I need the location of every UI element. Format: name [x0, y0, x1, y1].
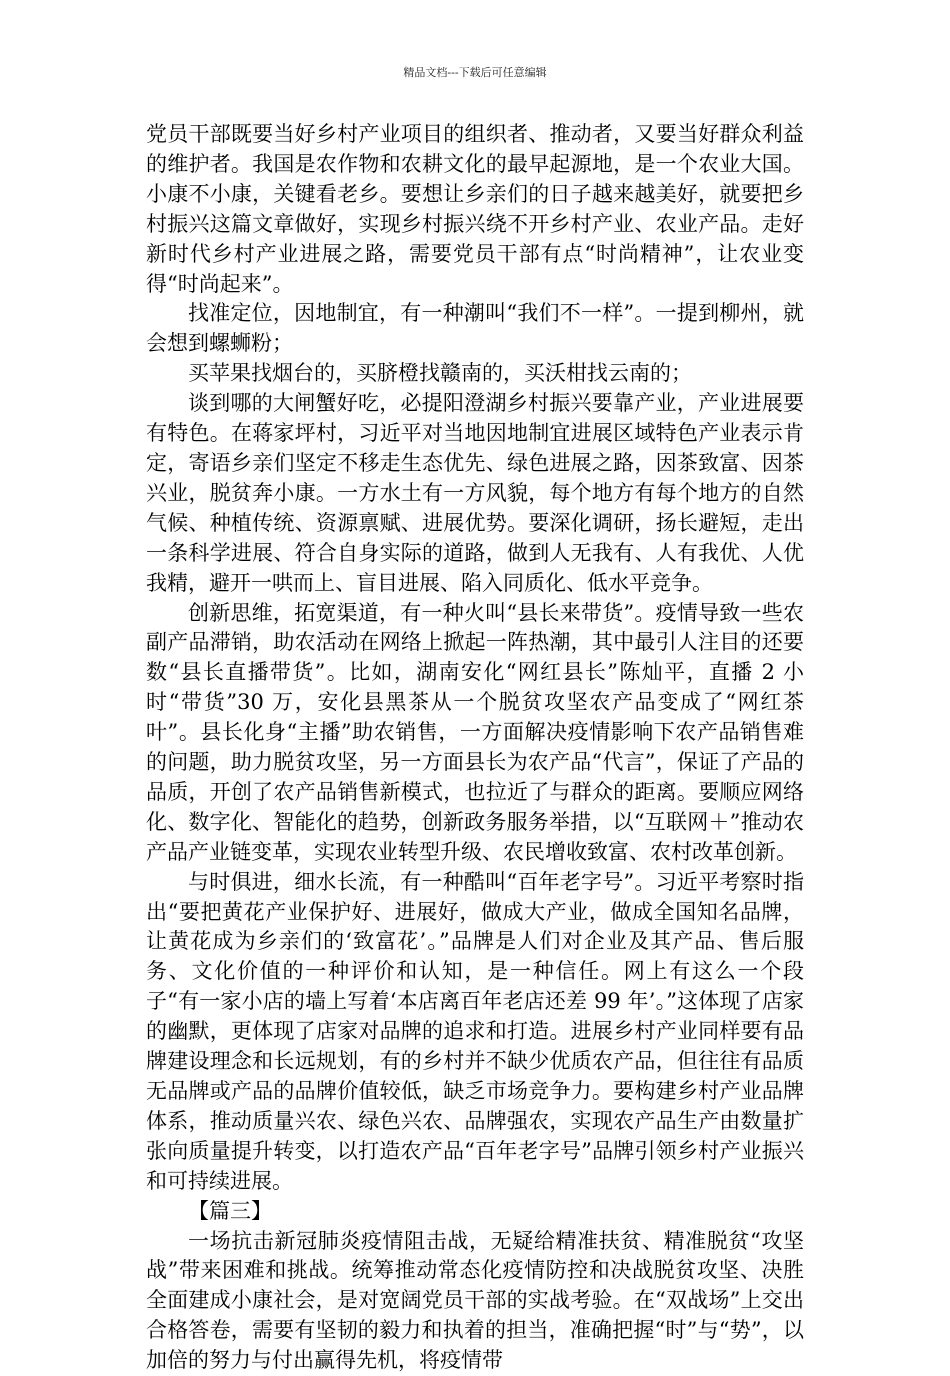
document-body [146, 120, 804, 1376]
paragraph-5: 创新思维，拓宽渠道，有一种火叫“县长来带货”。疫情导致一些农副产品滞销，助农活动在网络上掀起一阵热潮，其中最引人注目的还要数“县长直播带货”。比如，湖南安化“网红县长”陈灿平，直播 2 小时“带货”30 万，安化县黑茶从一个脱贫攻坚农产品变成了“网红茶叶”。县长化身“主播”助农销售，一方面解决疫情影响下农产品销售难的问题，助力脱贫攻坚，另一方面县长为农产品“代言”，保证了产品的品质，开创了农产品销售新模式，也拉近了与群众的距离。要顺应网络化、数字化、智能化的趋势，创新政务服务举措，以“互联网＋”推动农产品产业链变革，实现农业转型升级、农民增收致富、农村改革创新。 [146, 600, 804, 864]
paragraph-1: 党员干部既要当好乡村产业项目的组织者、推动者，又要当好群众利益的维护者。我国是农作物和农耕文化的最早起源地，是一个农业大国。小康不小康，关键看老乡。要想让乡亲们的日子越来越美好，就要把乡村振兴这篇文章做好，实现乡村振兴绕不开乡村产业、农业产品。走好新时代乡村产业进展之路，需要党员干部有点“时尚精神”，让农业变得“时尚起来”。 [146, 122, 804, 296]
paragraph-4: 谈到哪的大闸蟹好吃，必提阳澄湖乡村振兴要靠产业，产业进展要有特色。在蒋家坪村，习近平对当地因地制宜进展区域特色产业表示肯定，寄语乡亲们坚定不移走生态优先、绿色进展之路，因茶致富、因茶兴业，脱贫奔小康。一方水土有一方风貌，每个地方有每个地方的自然气候、种植传统、资源禀赋、进展优势。要深化调研，扬长避短，走出一条科学进展、符合自身实际的道路，做到人无我有、人有我优、人优我精，避开一哄而上、盲目进展、陷入同质化、低水平竞争。 [146, 391, 804, 595]
paragraph-2: 找准定位，因地制宜，有一种潮叫“我们不一样”。一提到柳州，就会想到螺蛳粉； [146, 301, 804, 356]
page-header: 精品文档---下载后可任意编辑 [403, 66, 547, 79]
paragraph-7: 一场抗击新冠肺炎疫情阻击战，无疑给精准扶贫、精准脱贫“攻坚战”带来困难和挑战。统筹推动常态化疫情防控和决战脱贫攻坚、决胜全面建成小康社会，是对宽阔党员干部的实战考验。在“双战场”上交出合格答卷，需要有坚韧的毅力和执着的担当，准确把握“时”与“势”，以加倍的努力与付出赢得先机，将疫情带 [146, 1228, 804, 1373]
paragraph-6: 与时俱进，细水长流，有一种酷叫“百年老字号”。习近平考察时指出“要把黄花产业保护好、进展好，做成大产业，做成全国知名品牌，让黄花成为乡亲们的‘致富花’。”品牌是人们对企业及其产品、售后服务、文化价值的一种评价和认知，是一种信任。网上有这么一个段子“有一家小店的墙上写着‘本店离百年老店还差 99 年’。”这体现了店家的幽默，更体现了店家对品牌的追求和打造。进展乡村产业同样要有品牌建设理念和长远规划，有的乡村并不缺少优质农产品，但往往有品质无品牌或产品的品牌价值较低，缺乏市场竞争力。要构建乡村产业品牌体系，推动质量兴农、绿色兴农、品牌强农，实现农产品生产由数量扩张向质量提升转变，以打造农产品“百年老字号”品牌引领乡村产业振兴和可持续进展。 [146, 869, 804, 1193]
paragraph-3: 买苹果找烟台的，买脐橙找赣南的，买沃柑找云南的； [188, 361, 692, 386]
section-heading: 【篇三】 [188, 1198, 272, 1223]
